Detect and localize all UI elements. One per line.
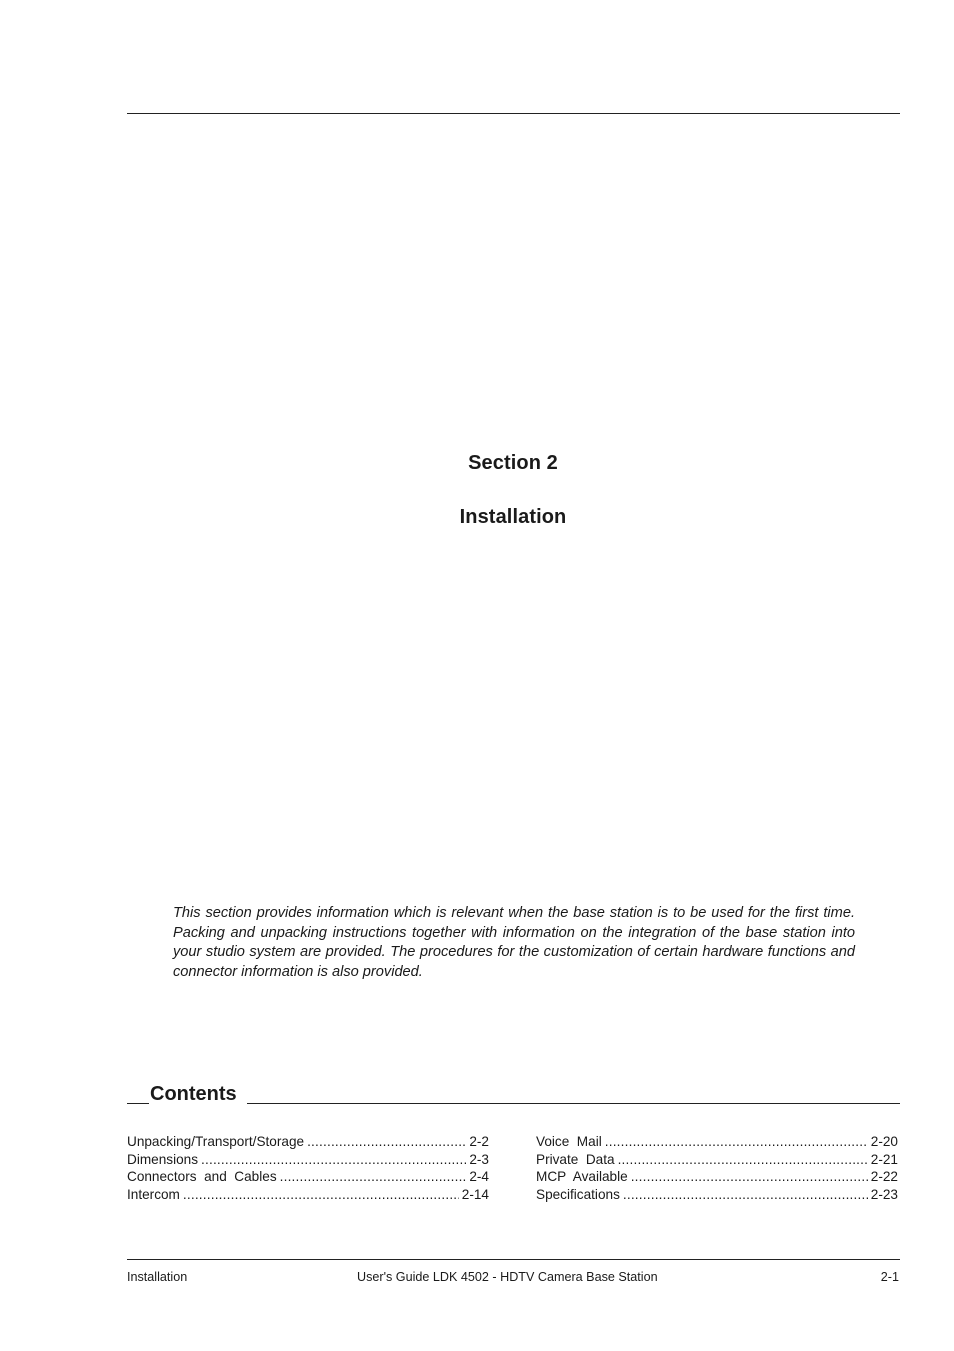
toc-leader bbox=[307, 1133, 466, 1151]
toc-entry-page: 2-14 bbox=[461, 1187, 489, 1203]
toc-entry[interactable] bbox=[127, 1151, 489, 1169]
toc-entry-page: 2-3 bbox=[469, 1151, 489, 1167]
toc-left-column bbox=[127, 1133, 489, 1204]
toc-entry[interactable] bbox=[127, 1186, 489, 1204]
toc-entry-title: Dimensions bbox=[127, 1151, 199, 1167]
contents-lead-rule bbox=[127, 1103, 149, 1104]
intro-paragraph: This section provides information which is relevant when the base station is to be used for the first time. Packing and unpacking instructions together with information on the integration of the base station into your studio system are provided. The procedures for the customization of certain hardware functions and connector information is also provided. bbox=[173, 905, 855, 980]
toc-entry-page: 2-4 bbox=[469, 1169, 489, 1185]
toc-entry-title: MCP Available bbox=[536, 1169, 628, 1185]
toc-entry-page: 2-22 bbox=[870, 1169, 898, 1185]
toc-entry[interactable] bbox=[127, 1168, 489, 1186]
toc-entry-page: 2-2 bbox=[469, 1134, 489, 1149]
toc-entry-title: Specifications bbox=[536, 1187, 620, 1203]
toc-leader bbox=[618, 1151, 868, 1169]
toc-entry-page: 2-23 bbox=[870, 1187, 898, 1203]
contents-label: Contents bbox=[150, 1083, 237, 1105]
toc-leader bbox=[605, 1133, 868, 1151]
footer-page-number: 2-1 bbox=[880, 1270, 899, 1284]
toc-right-column bbox=[536, 1133, 898, 1204]
section-number: Section 2 bbox=[468, 452, 558, 474]
toc-leader bbox=[201, 1151, 466, 1169]
contents-heading bbox=[127, 1083, 900, 1107]
bottom-rule bbox=[127, 1259, 900, 1260]
toc-entry[interactable] bbox=[536, 1133, 898, 1151]
footer-document-title: User's Guide LDK 4502 - HDTV Camera Base Station bbox=[357, 1270, 658, 1284]
toc-entry-page: 2-20 bbox=[870, 1134, 898, 1149]
toc-leader bbox=[623, 1186, 868, 1204]
top-rule bbox=[127, 113, 900, 114]
toc-entry-title: Voice Mail bbox=[536, 1134, 602, 1149]
toc-entry[interactable] bbox=[536, 1151, 898, 1169]
toc-entry-page: 2-21 bbox=[870, 1151, 898, 1167]
toc-entry-title: Unpacking/Transport/Storage bbox=[127, 1134, 305, 1149]
footer-section-name: Installation bbox=[127, 1270, 188, 1284]
toc-entry-title: Connectors and Cables bbox=[127, 1169, 277, 1185]
toc-leader bbox=[183, 1186, 459, 1204]
toc-entry[interactable] bbox=[536, 1168, 898, 1186]
toc-entry-title: Private Data bbox=[536, 1151, 615, 1167]
toc-entry-title: Intercom bbox=[127, 1187, 180, 1203]
toc-entry[interactable] bbox=[127, 1133, 489, 1151]
toc-entry[interactable] bbox=[536, 1186, 898, 1204]
contents-trail-rule bbox=[247, 1103, 900, 1104]
toc-leader bbox=[631, 1168, 868, 1186]
toc-leader bbox=[280, 1168, 467, 1186]
section-title: Installation bbox=[459, 506, 567, 528]
